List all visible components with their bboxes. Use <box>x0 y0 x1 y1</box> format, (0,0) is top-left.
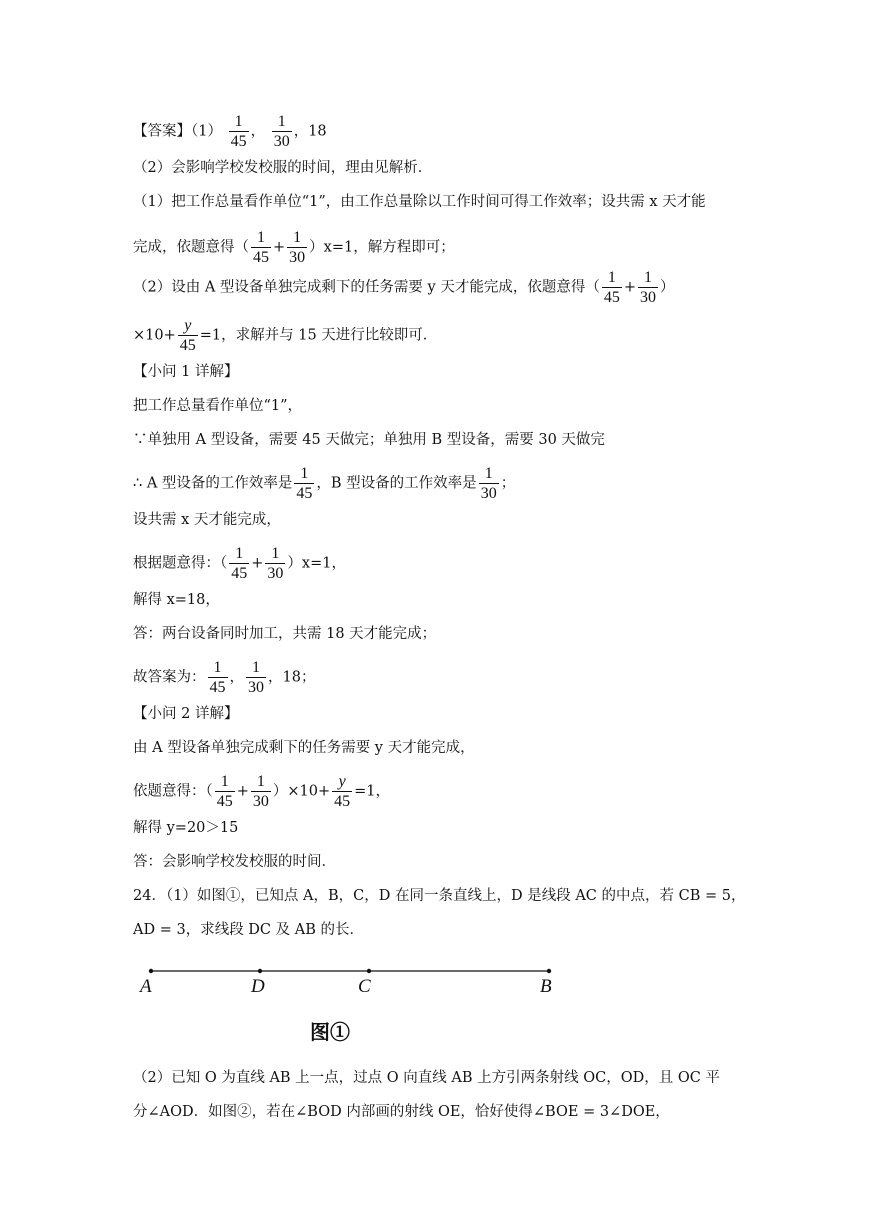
fraction-1-45: $\frac{1}{45}$ <box>230 113 247 150</box>
q2-line-2: 依题意得：（ $\frac{1}{45}$ + $\frac{1}{30}$ ）×10+ $\frac{y}{45}$ =1， <box>133 773 391 810</box>
p24-line-3: （2）已知 O 为直线 AB 上一点，过点 O 向直线 AB 上方引两条射线 OC，OD，且 OC 平 <box>133 1070 720 1086</box>
q2-line-4: 答：会影响学校发校服的时间． <box>133 854 336 870</box>
point-c <box>367 969 371 973</box>
q1-line-5: 根据题意得：（ $\frac{1}{45}$ + $\frac{1}{30}$ ）x=1， <box>133 545 346 582</box>
analysis-line-2: 完成，依题意得（ $\frac{1}{45}$ + $\frac{1}{30}$ ）x=1，解方程即可； <box>133 229 455 266</box>
point-b <box>547 969 551 973</box>
p24-line-4: 分∠AOD．如图②，若在∠BOD 内部画的射线 OE，恰好使得∠BOE = 3∠DOE， <box>133 1104 670 1120</box>
segment-diagram <box>133 960 573 990</box>
p24-line-1: 24．（1）如图①，已知点 A，B，C，D 在同一条直线上，D 是线段 AC 的中点，若 CB = 5， <box>133 888 746 904</box>
analysis-line-1: （1）把工作总量看作单位“1”，由工作总量除以工作时间可得工作效率；设共需 x 天才能 <box>133 194 706 210</box>
answer-tag: 【答案】 <box>133 123 191 140</box>
q1-line-2: ∵单独用 A 型设备，需要 45 天做完；单独用 B 型设备，需要 30 天做完 <box>133 432 605 448</box>
q1-line-3: ∴ A 型设备的工作效率是 $\frac{1}{45}$ ，B 型设备的工作效率是 $\frac{1}{30}$ ； <box>133 465 516 502</box>
analysis-line-3: （2）设由 A 型设备单独完成剩下的任务需要 y 天才能完成，依题意得（ $\frac{1}{45}$ + $\frac{1}{30}$ ） <box>133 269 675 306</box>
answer-part2: （2）会影响学校发校服的时间，理由见解析． <box>133 160 433 176</box>
q1-line-6: 解得 x=18， <box>133 592 220 608</box>
analysis-line-4: ×10+ $\frac{y}{45}$ =1，求解并与 15 天进行比较即可． <box>133 317 438 354</box>
q1-line-1: 把工作总量看作单位“1”， <box>133 398 303 414</box>
label-a: A <box>140 976 152 997</box>
q2-line-1: 由 A 型设备单独完成剩下的任务需要 y 天才能完成， <box>133 740 475 756</box>
q2-heading: 【小问 2 详解】 <box>133 706 239 722</box>
label-d: D <box>251 976 265 997</box>
q1-line-7: 答：两台设备同时加工，共需 18 天才能完成； <box>133 626 437 642</box>
answer-line: 【答案】（1） $\frac{1}{45}$ ， $\frac{1}{30}$ ，18 <box>133 113 327 150</box>
q2-line-3: 解得 y=20＞15 <box>133 820 239 836</box>
figure-1 <box>133 960 573 1060</box>
p24-line-2: AD = 3，求线段 DC 及 AB 的长． <box>133 922 364 938</box>
q1-line-4: 设共需 x 天才能完成， <box>133 512 281 528</box>
label-b: B <box>540 976 552 997</box>
label-c: C <box>358 976 371 997</box>
answer-part1-prefix: （1） <box>191 123 222 140</box>
figure-1-title: 图① <box>310 1022 350 1044</box>
q1-line-8: 故答案为： $\frac{1}{45}$ ， $\frac{1}{30}$ ，18； <box>133 659 316 696</box>
fraction-1-30: $\frac{1}{30}$ <box>273 113 290 150</box>
q1-heading: 【小问 1 详解】 <box>133 364 239 380</box>
point-d <box>258 969 262 973</box>
point-a <box>149 969 153 973</box>
